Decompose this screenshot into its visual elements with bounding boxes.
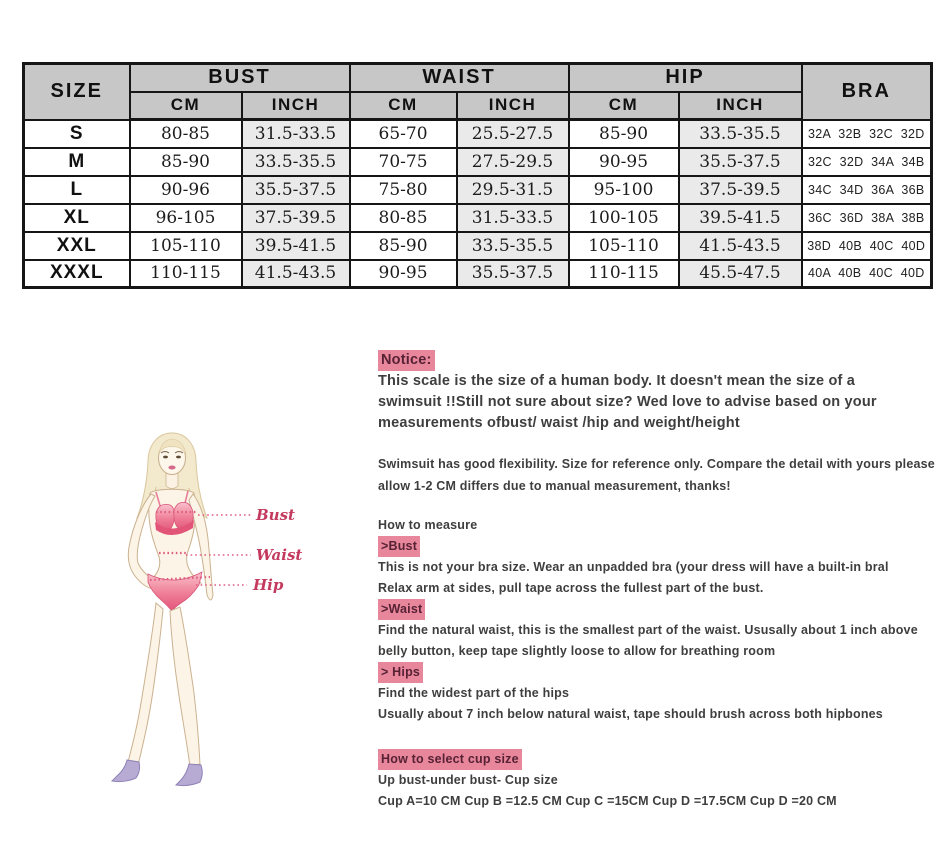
cell-waist-inch: 27.5-29.5 — [457, 148, 569, 176]
cell-bra: 40A 40B 40C 40D — [802, 260, 932, 288]
flexibility-line: allow 1-2 CM differs due to manual measurement, thanks! — [378, 479, 731, 493]
cell-hip-inch: 33.5-35.5 — [679, 120, 802, 148]
header-waist-cm: CM — [350, 92, 457, 120]
cell-hip-inch: 37.5-39.5 — [679, 176, 802, 204]
waist-instruction-line: belly button, keep tape slightly loose to allow for breathing room — [378, 644, 776, 658]
cell-waist-cm: 75-80 — [350, 176, 457, 204]
hip-figure-label: Hip — [253, 576, 284, 594]
cell-hip-inch: 35.5-37.5 — [679, 148, 802, 176]
cell-bust-inch: 33.5-35.5 — [242, 148, 350, 176]
table-row — [24, 148, 932, 176]
hips-section-label: > Hips — [378, 662, 423, 683]
cell-waist-cm: 65-70 — [350, 120, 457, 148]
left-shoe — [112, 760, 140, 782]
cell-bust-inch: 35.5-37.5 — [242, 176, 350, 204]
cell-waist-cm: 85-90 — [350, 232, 457, 260]
cell-waist-inch: 25.5-27.5 — [457, 120, 569, 148]
cup-size-heading: How to select cup size — [378, 749, 522, 770]
header-hip: HIP — [569, 64, 802, 92]
woman-sketch-illustration — [60, 425, 370, 830]
left-leg — [128, 603, 163, 765]
cell-bust-cm: 105-110 — [130, 232, 242, 260]
cell-size: XXXL — [24, 260, 130, 288]
waist-section-label-line — [378, 599, 938, 620]
cell-hip-inch: 45.5-47.5 — [679, 260, 802, 288]
notice-line: swimsuit !!Still not sure about size? Wed love to advise based on your — [378, 394, 877, 410]
size-chart-table — [22, 62, 933, 289]
right-eye — [176, 456, 181, 459]
cell-hip-cm: 110-115 — [569, 260, 679, 288]
cell-hip-cm: 100-105 — [569, 204, 679, 232]
cell-bra: 32C 32D 34A 34B — [802, 148, 932, 176]
hips-instruction-line: Find the widest part of the hips — [378, 686, 570, 700]
right-shoe — [176, 764, 202, 786]
cell-bra: 32A 32B 32C 32D — [802, 120, 932, 148]
cell-bra: 38D 40B 40C 40D — [802, 232, 932, 260]
cup-size-line: Up bust-under bust- Cup size — [378, 773, 558, 787]
cell-bust-cm: 110-115 — [130, 260, 242, 288]
header-bust-cm: CM — [130, 92, 242, 120]
bust-section-label-line — [378, 536, 938, 557]
cell-waist-inch: 31.5-33.5 — [457, 204, 569, 232]
waist-figure-label: Waist — [256, 546, 303, 564]
notice-line: This scale is the size of a human body. It doesn't mean the size of a — [378, 373, 856, 389]
waist-section-label: >Waist — [378, 599, 425, 620]
cell-hip-cm: 105-110 — [569, 232, 679, 260]
body-measurement-figure — [60, 425, 370, 830]
notice-line: measurements ofbust/ waist /hip and weight/height — [378, 415, 740, 431]
cell-hip-cm: 95-100 — [569, 176, 679, 204]
cell-size: S — [24, 120, 130, 148]
cell-bust-inch: 39.5-41.5 — [242, 232, 350, 260]
how-to-measure-heading: How to measure — [378, 518, 478, 532]
bust-instruction-line: Relax arm at sides, pull tape across the fullest part of the bust. — [378, 581, 764, 595]
notes-column — [378, 350, 938, 812]
header-waist-inch: INCH — [457, 92, 569, 120]
table-row — [24, 204, 932, 232]
hips-instruction-line: Usually about 7 inch below natural waist, tape should brush across both hipbones — [378, 707, 883, 721]
bust-figure-label: Bust — [256, 506, 295, 524]
notice-heading-line — [378, 350, 938, 371]
table-row — [24, 176, 932, 204]
header-bra: BRA — [802, 64, 932, 120]
cell-size: XXL — [24, 232, 130, 260]
cell-hip-cm: 90-95 — [569, 148, 679, 176]
cell-bust-cm: 96-105 — [130, 204, 242, 232]
cell-bust-inch: 37.5-39.5 — [242, 204, 350, 232]
cell-waist-inch: 33.5-35.5 — [457, 232, 569, 260]
cell-size: XL — [24, 204, 130, 232]
cell-hip-inch: 41.5-43.5 — [679, 232, 802, 260]
cell-hip-cm: 85-90 — [569, 120, 679, 148]
lips — [168, 466, 175, 470]
header-hip-inch: INCH — [679, 92, 802, 120]
table-row — [24, 120, 932, 148]
header-size: SIZE — [24, 64, 130, 120]
left-eye — [163, 456, 168, 459]
cell-bust-cm: 90-96 — [130, 176, 242, 204]
table-row — [24, 260, 932, 288]
cell-waist-cm: 90-95 — [350, 260, 457, 288]
cell-bust-inch: 41.5-43.5 — [242, 260, 350, 288]
table-row — [24, 232, 932, 260]
cell-bust-cm: 85-90 — [130, 148, 242, 176]
cell-waist-inch: 29.5-31.5 — [457, 176, 569, 204]
cell-waist-inch: 35.5-37.5 — [457, 260, 569, 288]
notice-heading: Notice: — [378, 350, 435, 371]
cell-bra: 34C 34D 36A 36B — [802, 176, 932, 204]
hips-section-label-line — [378, 662, 938, 683]
cell-waist-cm: 80-85 — [350, 204, 457, 232]
cell-waist-cm: 70-75 — [350, 148, 457, 176]
cup-size-heading-line — [378, 749, 938, 770]
header-hip-cm: CM — [569, 92, 679, 120]
cell-size: L — [24, 176, 130, 204]
right-leg — [170, 607, 200, 766]
cell-hip-inch: 39.5-41.5 — [679, 204, 802, 232]
cell-size: M — [24, 148, 130, 176]
cell-bust-cm: 80-85 — [130, 120, 242, 148]
waist-instruction-line: Find the natural waist, this is the smallest part of the waist. Ususally about 1 inch above — [378, 623, 918, 637]
cell-bust-inch: 31.5-33.5 — [242, 120, 350, 148]
bust-instruction-line: This is not your bra size. Wear an unpadded bra (your dress will have a built-in bral — [378, 560, 889, 574]
cell-bra: 36C 36D 38A 38B — [802, 204, 932, 232]
header-waist: WAIST — [350, 64, 569, 92]
header-bust-inch: INCH — [242, 92, 350, 120]
bust-section-label: >Bust — [378, 536, 420, 557]
cup-size-line: Cup A=10 CM Cup B =12.5 CM Cup C =15CM Cup D =17.5CM Cup D =20 CM — [378, 794, 837, 808]
flexibility-line: Swimsuit has good flexibility. Size for reference only. Compare the detail with yours please — [378, 457, 935, 471]
header-bust: BUST — [130, 64, 350, 92]
